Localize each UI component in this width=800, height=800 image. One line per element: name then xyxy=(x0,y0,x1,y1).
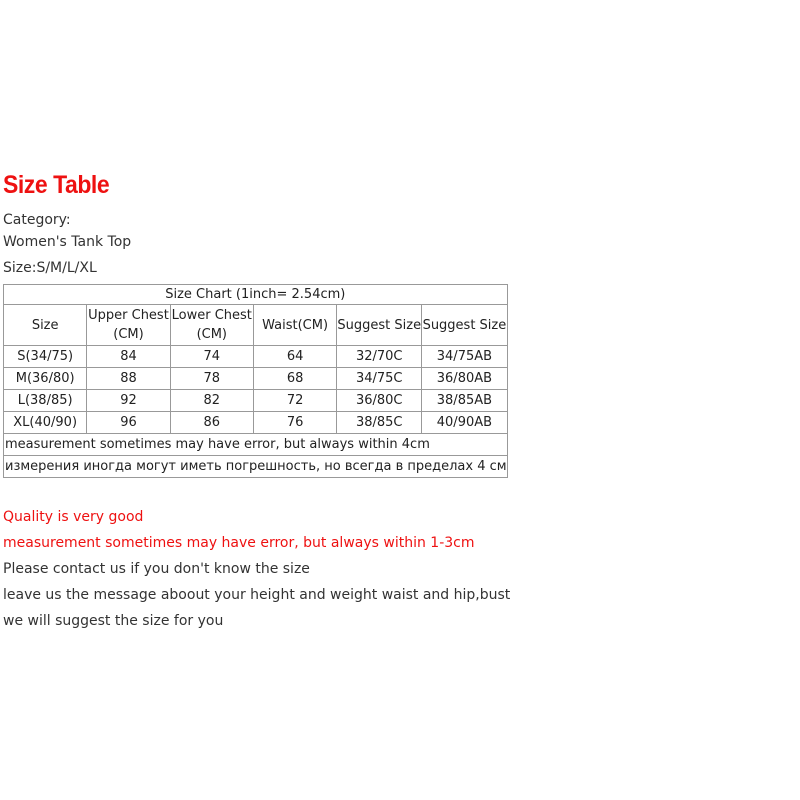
table-row xyxy=(4,390,508,412)
cell-lower-chest: 82 xyxy=(170,390,253,412)
message-note: leave us the message aboout your height and weight waist and hip,bust xyxy=(3,587,511,603)
cell-suggest-2: 36/80AB xyxy=(422,368,507,390)
cell-suggest-1: 38/85C xyxy=(337,412,422,434)
cell-waist: 68 xyxy=(253,368,336,390)
page-title: Size Table xyxy=(3,171,110,199)
table-header-row xyxy=(4,305,508,346)
cell-suggest-2: 40/90AB xyxy=(422,412,507,434)
header-waist: Waist(CM) xyxy=(253,305,336,346)
contact-note: Please contact us if you don't know the size xyxy=(3,561,310,577)
cell-waist: 64 xyxy=(253,346,336,368)
cell-suggest-2: 38/85AB xyxy=(422,390,507,412)
measurement-note: measurement sometimes may have error, but always within 1-3cm xyxy=(3,535,475,551)
header-lower-chest: Lower Chest (CM) xyxy=(170,305,253,346)
cell-upper-chest: 88 xyxy=(87,368,170,390)
cell-size: M(36/80) xyxy=(4,368,87,390)
category-value: Women's Tank Top xyxy=(3,234,132,250)
table-caption: Size Chart (1inch= 2.54cm) xyxy=(4,285,508,305)
suggest-note: we will suggest the size for you xyxy=(3,613,224,629)
cell-waist: 72 xyxy=(253,390,336,412)
header-suggest-size-2: Suggest Size xyxy=(422,305,507,346)
table-note-en: measurement sometimes may have error, but always within 4cm xyxy=(4,434,508,456)
header-suggest-size-1: Suggest Size xyxy=(337,305,422,346)
cell-waist: 76 xyxy=(253,412,336,434)
cell-size: L(38/85) xyxy=(4,390,87,412)
cell-size: XL(40/90) xyxy=(4,412,87,434)
header-size: Size xyxy=(4,305,87,346)
cell-lower-chest: 74 xyxy=(170,346,253,368)
table-row xyxy=(4,346,508,368)
cell-upper-chest: 84 xyxy=(87,346,170,368)
cell-upper-chest: 96 xyxy=(87,412,170,434)
size-chart-table xyxy=(3,284,508,478)
category-label: Category: xyxy=(3,212,71,228)
table-note-ru: измерения иногда могут иметь погрешность, но всегда в пределах 4 см xyxy=(4,456,508,478)
quality-note: Quality is very good xyxy=(3,509,144,525)
cell-size: S(34/75) xyxy=(4,346,87,368)
cell-suggest-1: 34/75C xyxy=(337,368,422,390)
size-options: Size:S/M/L/XL xyxy=(3,260,97,276)
table-row xyxy=(4,368,508,390)
cell-suggest-1: 36/80C xyxy=(337,390,422,412)
table-row xyxy=(4,412,508,434)
cell-lower-chest: 78 xyxy=(170,368,253,390)
cell-upper-chest: 92 xyxy=(87,390,170,412)
cell-suggest-1: 32/70C xyxy=(337,346,422,368)
cell-lower-chest: 86 xyxy=(170,412,253,434)
header-upper-chest: Upper Chest (CM) xyxy=(87,305,170,346)
cell-suggest-2: 34/75AB xyxy=(422,346,507,368)
